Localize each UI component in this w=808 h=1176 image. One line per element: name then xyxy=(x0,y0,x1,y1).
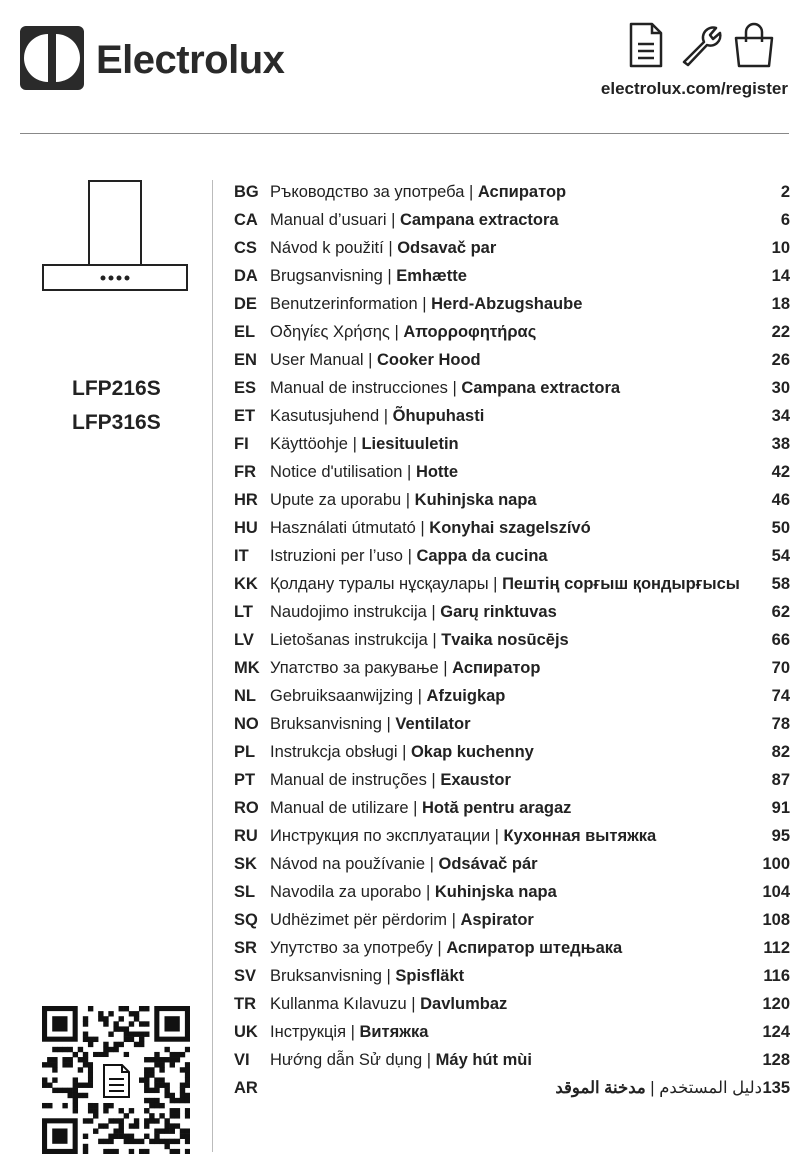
product-name: Campana extractora xyxy=(461,379,621,397)
page-number: 78 xyxy=(771,715,790,733)
toc-title xyxy=(270,486,537,514)
manual-title: Használati útmutató xyxy=(270,519,416,537)
product-name: Аспиратор xyxy=(452,659,541,677)
page-number: 10 xyxy=(771,239,790,257)
toc-row[interactable] xyxy=(234,206,790,234)
toc-title xyxy=(270,290,582,318)
manual-title: Udhëzimet për përdorim xyxy=(270,911,447,929)
page-number: 34 xyxy=(771,407,790,425)
toc-title xyxy=(270,738,534,766)
product-name: Exaustor xyxy=(440,771,511,789)
toc-title xyxy=(270,878,557,906)
header xyxy=(0,0,808,134)
manual-title: Instrukcja obsługi xyxy=(270,743,398,761)
model-name: LFP316S xyxy=(72,411,161,434)
language-code: SL xyxy=(234,883,256,901)
toc-title xyxy=(270,990,507,1018)
separator: | xyxy=(464,183,478,201)
language-code: CS xyxy=(234,239,257,257)
toc-title xyxy=(270,906,534,934)
brand-name: Electrolux xyxy=(96,38,285,82)
product-name: Аспиратор штедњака xyxy=(446,939,623,957)
language-code: EL xyxy=(234,323,256,341)
page-number: 46 xyxy=(771,491,790,509)
separator: | xyxy=(488,575,503,593)
separator: | xyxy=(379,407,393,425)
toc-row[interactable] xyxy=(234,906,790,934)
toc-row[interactable] xyxy=(234,262,790,290)
page-number: 26 xyxy=(771,351,790,369)
toc-title xyxy=(270,318,536,346)
toc-row[interactable] xyxy=(234,1018,790,1046)
manual-title: Упатство за ракување xyxy=(270,659,439,677)
product-name: Cappa da cucina xyxy=(416,547,548,565)
manual-title: Інструкція xyxy=(270,1023,347,1041)
language-code: AR xyxy=(234,1079,258,1097)
page-number: 116 xyxy=(763,967,790,985)
manual-title: Manual d’usuari xyxy=(270,211,387,229)
toc-row[interactable] xyxy=(234,458,790,486)
separator: | xyxy=(363,351,378,369)
page-number: 6 xyxy=(780,211,790,229)
product-name: Ventilator xyxy=(395,715,471,733)
toc-row[interactable] xyxy=(234,766,790,794)
manual-title: Упутство за употребу xyxy=(270,939,433,957)
language-code: LV xyxy=(234,631,254,649)
toc-row[interactable] xyxy=(234,514,790,542)
product-name: Cooker Hood xyxy=(377,351,481,369)
page-number: 54 xyxy=(771,547,790,565)
product-name: Απορροφητήρας xyxy=(403,323,537,341)
page-number: 128 xyxy=(762,1051,790,1069)
manual-title: Инструкция по эксплуатации xyxy=(270,827,491,845)
toc-title xyxy=(270,402,484,430)
toc-row[interactable] xyxy=(234,318,790,346)
separator: | xyxy=(346,1023,360,1041)
toc-row[interactable] xyxy=(234,430,790,458)
language-code: TR xyxy=(234,995,256,1013)
toc-row[interactable] xyxy=(234,822,790,850)
toc-row[interactable] xyxy=(234,794,790,822)
toc-title xyxy=(270,654,540,682)
toc-title xyxy=(270,1046,532,1074)
language-code: UK xyxy=(234,1023,258,1041)
manual-title: Kasutusjuhend xyxy=(270,407,380,425)
product-name: Spisfläkt xyxy=(395,967,465,985)
page-number: 91 xyxy=(771,799,790,817)
separator: | xyxy=(447,379,462,397)
page-number: 62 xyxy=(771,603,790,621)
language-code: MK xyxy=(234,659,260,677)
page-number: 95 xyxy=(771,827,790,845)
page-number: 82 xyxy=(771,743,790,761)
toc-title xyxy=(270,234,496,262)
column-divider xyxy=(212,180,213,1152)
product-name: Kuhinjska napa xyxy=(414,491,537,509)
document-icon xyxy=(628,22,664,73)
manual-title: Brugsanvisning xyxy=(270,267,383,285)
language-code: HR xyxy=(234,491,258,509)
language-code: SK xyxy=(234,855,257,873)
header-icons xyxy=(628,22,778,72)
product-name: Кухонная вытяжка xyxy=(503,827,657,845)
page-number: 50 xyxy=(771,519,790,537)
page-number: 74 xyxy=(771,687,790,705)
separator: | xyxy=(347,435,362,453)
register-url[interactable]: electrolux.com/register xyxy=(600,79,788,98)
page-number: 135 xyxy=(762,1079,790,1097)
separator: | xyxy=(413,687,427,705)
language-code: VI xyxy=(234,1051,250,1069)
page-number: 112 xyxy=(763,939,790,957)
separator: | xyxy=(438,659,453,677)
product-name: Garų rinktuvas xyxy=(440,603,557,621)
language-code: NL xyxy=(234,687,256,705)
model-name: LFP216S xyxy=(72,377,161,400)
language-code: CA xyxy=(234,211,258,229)
manual-title: Návod k použití xyxy=(270,239,384,257)
manual-title: Bruksanvisning xyxy=(270,967,382,985)
manual-title: Navodila za uporabo xyxy=(270,883,422,901)
electrolux-logo-icon xyxy=(20,26,84,90)
separator: | xyxy=(425,855,439,873)
separator: | xyxy=(490,827,504,845)
language-code: ES xyxy=(234,379,257,397)
page-number: 14 xyxy=(771,267,790,285)
language-code: SQ xyxy=(234,911,258,929)
toc-title xyxy=(270,206,559,234)
toc-row[interactable] xyxy=(234,1074,790,1102)
product-name: Liesituuletin xyxy=(361,435,459,453)
language-code: DE xyxy=(234,295,257,313)
toc-row[interactable] xyxy=(234,542,790,570)
product-name: Afzuigkap xyxy=(426,687,506,705)
page-number: 38 xyxy=(771,435,790,453)
toc-row[interactable] xyxy=(234,598,790,626)
page-number: 58 xyxy=(771,575,790,593)
product-name: Аспиратор xyxy=(477,183,567,201)
product-name: Campana extractora xyxy=(399,211,559,229)
toc-row[interactable] xyxy=(234,962,790,990)
toc-title xyxy=(270,374,620,402)
manual-title: Käyttöohje xyxy=(270,435,348,453)
toc-row[interactable] xyxy=(234,738,790,766)
page-number: 30 xyxy=(771,379,790,397)
separator: | xyxy=(402,547,417,565)
toc-row[interactable] xyxy=(234,570,790,598)
page-number: 18 xyxy=(771,295,790,313)
toc-title xyxy=(270,430,459,458)
page-number: 87 xyxy=(771,771,790,789)
product-name: Aspirator xyxy=(460,911,534,929)
manual-title: Hướng dẫn Sử dụng xyxy=(270,1051,423,1069)
separator: | xyxy=(426,603,441,621)
toc-row[interactable] xyxy=(234,1046,790,1074)
separator: | xyxy=(402,463,416,481)
toc-row[interactable] xyxy=(234,178,790,206)
toc-title xyxy=(270,682,505,710)
separator: | xyxy=(401,491,415,509)
product-name: Odsávač pár xyxy=(438,855,538,873)
language-code: PL xyxy=(234,743,256,761)
product-name: Konyhai szagelszívó xyxy=(429,519,591,537)
shopping-bag-icon xyxy=(732,22,776,73)
product-name: Máy hút mùi xyxy=(435,1051,532,1069)
toc-row[interactable] xyxy=(234,486,790,514)
toc-row[interactable] xyxy=(234,710,790,738)
separator: | xyxy=(382,267,397,285)
manual-title: Istruzioni per l’uso xyxy=(270,547,403,565)
toc-row[interactable] xyxy=(234,934,790,962)
language-code: SR xyxy=(234,939,257,957)
language-code: EN xyxy=(234,351,257,369)
separator: | xyxy=(415,519,430,537)
product-name: Kuhinjska napa xyxy=(434,883,557,901)
product-name: Tvaika nosūcējs xyxy=(441,631,569,649)
language-code: ET xyxy=(234,407,256,425)
manual-title: Ръководство за употреба xyxy=(270,183,465,201)
toc-row[interactable] xyxy=(234,626,790,654)
toc-title xyxy=(270,794,571,822)
separator: | xyxy=(389,323,404,341)
product-name: Okap kuchenny xyxy=(410,743,534,761)
separator: | xyxy=(397,743,411,761)
toc-title xyxy=(270,1018,428,1046)
toc-title xyxy=(270,766,511,794)
toc-title xyxy=(270,514,591,542)
manual-title: دليل المستخدم xyxy=(659,1079,762,1097)
toc-row[interactable] xyxy=(234,402,790,430)
manual-title: Bruksanvisning xyxy=(270,715,382,733)
manual-title: Návod na používanie xyxy=(270,855,426,873)
separator: | xyxy=(408,799,422,817)
page-number: 108 xyxy=(762,911,790,929)
separator: | xyxy=(386,211,400,229)
manual-title: Benutzerinformation xyxy=(270,295,418,313)
separator: | xyxy=(432,939,447,957)
toc-title xyxy=(270,850,538,878)
manual-title: Upute za uporabu xyxy=(270,491,402,509)
separator: | xyxy=(421,883,435,901)
product-name: Пештің сорғыш қондырғысы xyxy=(502,575,740,593)
manual-title: Manual de instrucciones xyxy=(270,379,448,397)
language-code: SV xyxy=(234,967,257,985)
language-code: HU xyxy=(234,519,258,537)
product-name: Õhupuhasti xyxy=(392,407,485,425)
product-name: Herd-Abzugshaube xyxy=(431,295,583,313)
manual-title: Kullanma Kılavuzu xyxy=(270,995,407,1013)
page-number: 104 xyxy=(762,883,790,901)
language-code: FR xyxy=(234,463,256,481)
toc-title xyxy=(270,962,464,990)
toc-row[interactable] xyxy=(234,850,790,878)
manual-title: Gebruiksaanwijzing xyxy=(270,687,414,705)
language-code: NO xyxy=(234,715,259,733)
manual-title: Manual de instruções xyxy=(270,771,427,789)
language-code: RU xyxy=(234,827,258,845)
toc-row[interactable] xyxy=(234,878,790,906)
page-number: 2 xyxy=(780,183,790,201)
toc-row[interactable] xyxy=(234,234,790,262)
manual-title: Οδηγίες Χρήσης xyxy=(270,323,390,341)
toc-title xyxy=(270,626,569,654)
product-name: Hotă pentru aragaz xyxy=(421,799,572,817)
toc-title xyxy=(555,1074,762,1102)
product-name: Hotte xyxy=(415,463,459,481)
page-number: 124 xyxy=(762,1023,790,1041)
toc-title xyxy=(270,458,458,486)
language-code: BG xyxy=(234,183,259,201)
separator: | xyxy=(406,995,421,1013)
language-code: KK xyxy=(234,575,258,593)
language-code: IT xyxy=(234,547,249,565)
language-code: FI xyxy=(234,435,249,453)
toc-title xyxy=(270,570,740,598)
manual-title: Notice d'utilisation xyxy=(270,463,403,481)
separator: | xyxy=(417,295,432,313)
separator: | xyxy=(426,771,441,789)
toc-row[interactable] xyxy=(234,346,790,374)
language-code: LT xyxy=(234,603,253,621)
toc-row[interactable] xyxy=(234,682,790,710)
manual-title: Lietošanas instrukcija xyxy=(270,631,428,649)
wrench-icon xyxy=(680,22,724,73)
page-number: 120 xyxy=(762,995,790,1013)
toc-row[interactable] xyxy=(234,290,790,318)
toc-title xyxy=(270,710,471,738)
model-list xyxy=(72,372,161,440)
toc-title xyxy=(270,598,557,626)
toc-title xyxy=(270,822,656,850)
product-name: Davlumbaz xyxy=(420,995,508,1013)
toc-title xyxy=(270,178,566,206)
manual-title: Қолдану туралы нұсқаулары xyxy=(270,575,489,593)
toc-title xyxy=(270,542,548,570)
product-name: Odsavač par xyxy=(397,239,497,257)
separator: | xyxy=(381,715,396,733)
toc-row[interactable] xyxy=(234,654,790,682)
manual-title: Naudojimo instrukcija xyxy=(270,603,427,621)
product-name: Emhætte xyxy=(396,267,467,285)
separator: | xyxy=(645,1079,660,1097)
toc-row[interactable] xyxy=(234,990,790,1018)
separator: | xyxy=(383,239,398,257)
separator: | xyxy=(427,631,442,649)
product-name: مدخنة الموقد xyxy=(555,1079,646,1097)
language-code: RO xyxy=(234,799,259,817)
page-number: 100 xyxy=(762,855,790,873)
product-name: Витяжка xyxy=(359,1023,429,1041)
page-number: 42 xyxy=(771,463,790,481)
header-divider xyxy=(20,133,789,134)
qr-code[interactable] xyxy=(42,1006,190,1154)
language-code: DA xyxy=(234,267,258,285)
language-code: PT xyxy=(234,771,256,789)
toc-row[interactable] xyxy=(234,374,790,402)
page-number: 70 xyxy=(771,659,790,677)
toc-title xyxy=(270,262,467,290)
page-number: 66 xyxy=(771,631,790,649)
toc-title xyxy=(270,346,481,374)
separator: | xyxy=(422,1051,436,1069)
manual-title: User Manual xyxy=(270,351,364,369)
manual-title: Manual de utilizare xyxy=(270,799,409,817)
toc-title xyxy=(270,934,622,962)
separator: | xyxy=(447,911,461,929)
table-of-contents xyxy=(234,178,790,1102)
cooker-hood-illustration xyxy=(42,180,188,292)
separator: | xyxy=(381,967,396,985)
page-number: 22 xyxy=(771,323,790,341)
